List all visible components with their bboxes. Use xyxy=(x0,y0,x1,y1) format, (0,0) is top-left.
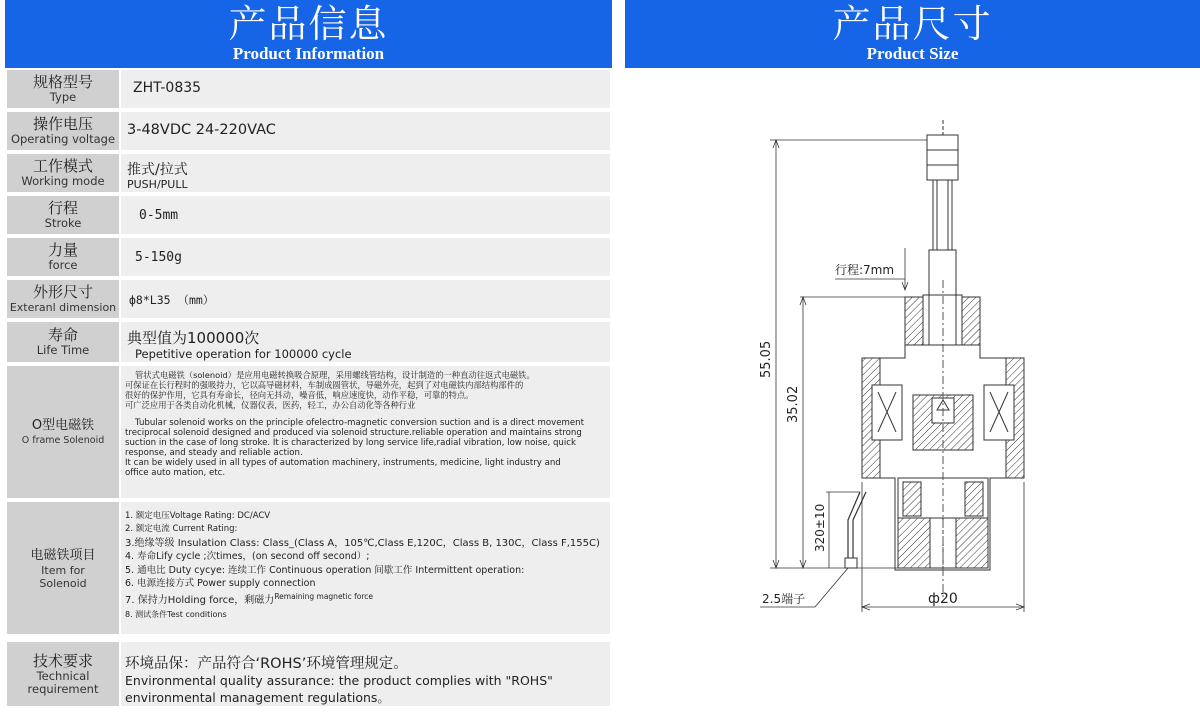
row-voltage-value-cell xyxy=(121,112,610,150)
row-life-time-label-en: Life Time xyxy=(36,343,90,357)
row-life-time xyxy=(5,320,612,364)
row-working-mode-value-cell xyxy=(121,154,610,192)
row-tech-label-zh: 技术要求 xyxy=(32,651,93,670)
product-size-title-en: Product Size xyxy=(866,44,959,63)
row-force xyxy=(5,236,612,278)
row-working-mode xyxy=(5,152,612,194)
top-cap-right xyxy=(962,297,980,345)
o-frame-desc-en-line: suction in the case of long stroke. It is characterized by long service life,radial vibration, low noise, quick xyxy=(125,438,576,448)
row-type-value: ZHT-0835 xyxy=(133,80,202,96)
product-information-title-zh: 产品信息 xyxy=(228,2,389,46)
row-working-mode-label-zh: 工作模式 xyxy=(32,157,93,175)
row-working-mode-value-en: PUSH/PULL xyxy=(127,178,188,191)
solenoid-item: 5. 通电比 Duty cycye: 连续工作 Continuous operation 间歇工作 Intermittent operation: xyxy=(125,564,525,576)
top-cap-left xyxy=(905,297,923,345)
o-frame-desc-zh-line: 可保证在长行程时的强吸持力，它以高导磁材料，车制成圆管状，导磁外壳，起到了对电磁铁内部结构部件的 xyxy=(125,380,524,390)
row-life-time-value-zh: 典型值为100000次 xyxy=(127,329,260,347)
row-voltage-label-en: Operating voltage xyxy=(10,132,116,146)
row-technical-requirement xyxy=(5,640,612,708)
row-o-frame-solenoid xyxy=(5,364,612,500)
product-size-header xyxy=(625,0,1200,68)
solenoid-item: 3.绝缘等级 Insulation Class: Class_(Class A，105℃,Class E,120C，Class B, 130C，Class F,155C) xyxy=(125,537,600,549)
row-life-time-value-en: Pepetitive operation for 100000 cycle xyxy=(135,347,352,361)
row-o-frame-label-zh: O型电磁铁 xyxy=(31,418,95,433)
solenoid-item: 1. 额定电压Voltage Rating: DC/ACV xyxy=(125,511,271,521)
row-type-label-en: Type xyxy=(49,90,77,104)
row-force-value-cell xyxy=(121,238,610,276)
row-type xyxy=(5,68,612,110)
row-dimension-label xyxy=(7,280,119,318)
o-frame-desc-en-line: It can be widely used in all types of automation machinery, instruments, medicine, light industry and xyxy=(125,458,561,468)
product-size-drawing xyxy=(625,68,1200,711)
row-life-time-value-cell xyxy=(121,322,610,362)
row-tech-value-zh: 环境品保：产品符合‘ROHS’环境管理规定。 xyxy=(125,656,408,672)
row-dimension-value-cell xyxy=(121,280,610,318)
dim-body-value: 35.02 xyxy=(786,385,801,423)
solenoid-item: 4. 寿命Lify cycle ;次times，(on second off second）; xyxy=(125,551,370,563)
stroke-label: 行程:7mm xyxy=(835,263,895,277)
dim-total-value: 55.05 xyxy=(759,340,774,378)
row-voltage xyxy=(5,110,612,152)
row-item-label-en1: Item for xyxy=(41,563,85,577)
row-item-list-cell xyxy=(121,502,610,634)
solenoid-item: 2. 额定电流 Current Rating: xyxy=(125,524,238,535)
row-stroke-label-zh: 行程 xyxy=(47,199,78,217)
row-tech-label-en2: requirement xyxy=(27,681,99,696)
o-frame-description xyxy=(125,370,606,478)
row-working-mode-value-zh: 推式/拉式 xyxy=(127,162,188,178)
row-tech-value-cell xyxy=(121,642,610,706)
row-dimension xyxy=(5,278,612,320)
row-tech-value-en2: environmental management regulations。 xyxy=(125,690,390,705)
solenoid-item-list xyxy=(125,510,606,621)
row-tech-label xyxy=(7,642,119,706)
o-frame-desc-en-line: Tubular solenoid works on the principle ofelectro-magnetic conversion suction and is a direct movement xyxy=(135,418,584,428)
row-stroke xyxy=(5,194,612,236)
lead-wire xyxy=(848,492,860,560)
solenoid-item: 6. 电源连接方式 Power supply connection xyxy=(125,578,316,590)
product-information-header xyxy=(5,0,612,68)
dim-diameter-value: ф20 xyxy=(928,591,958,607)
row-working-mode-label-en: Working mode xyxy=(21,174,105,188)
row-life-time-label-zh: 寿命 xyxy=(47,326,78,344)
row-life-time-label xyxy=(7,322,119,362)
plunger-upper-body xyxy=(929,250,956,295)
row-stroke-value-cell xyxy=(121,196,610,234)
row-item-label xyxy=(7,502,119,634)
row-force-label-en: force xyxy=(48,258,78,272)
row-o-frame-label-en: O frame Solenoid xyxy=(21,435,105,446)
row-dimension-value: ф8*L35 （mm） xyxy=(129,293,215,307)
row-force-label-zh: 力量 xyxy=(47,241,78,259)
row-voltage-value: 3-48VDC 24-220VAC xyxy=(127,122,276,138)
row-tech-label-en1: Technical xyxy=(36,668,90,683)
o-frame-desc-zh-line: 很好的保护作用，它具有寿命长，径向无抖动，噪音低，响应速度快，动作平稳，可靠的特点。 xyxy=(125,390,474,400)
terminal-label: 2.5端子 xyxy=(762,592,806,606)
row-tech-value-en1: Environmental quality assurance: the product complies with "ROHS" xyxy=(125,673,553,688)
row-o-frame-label xyxy=(7,366,119,498)
row-force-label xyxy=(7,238,119,276)
o-frame-desc-en-line: treciprocal solenoid designed and produced via solenoid structure.reliable operation and maintains strong xyxy=(125,428,582,438)
o-frame-desc-en-line: office auto mation, etc. xyxy=(125,468,226,478)
product-information-title-en: Product Information xyxy=(232,44,385,63)
row-item-label-en2: Solenoid xyxy=(39,576,87,590)
solenoid-item: 7. 保持力Holding force，剩磁力 xyxy=(125,595,275,607)
row-stroke-value: 0-5mm xyxy=(139,208,179,223)
plunger-head xyxy=(927,135,958,180)
o-frame-desc-en-line: response, and steady and reliable action. xyxy=(125,448,303,458)
row-type-value-cell xyxy=(121,70,610,108)
row-item-label-zh: 电磁铁项目 xyxy=(30,547,96,563)
row-dimension-label-en: Exteranl dimension xyxy=(9,301,117,314)
row-type-label xyxy=(7,70,119,108)
row-voltage-label-zh: 操作电压 xyxy=(32,115,93,133)
row-stroke-label xyxy=(7,196,119,234)
row-type-label-zh: 规格型号 xyxy=(32,73,93,91)
solenoid-item: 8. 测试条件Test conditions xyxy=(125,609,227,619)
o-frame-desc-zh-line: 可广泛应用于各类自动化机械，仪器仪表，医药，轻工，办公自动化等各种行业 xyxy=(125,400,416,410)
solenoid-technical-drawing xyxy=(625,68,1200,711)
row-working-mode-label xyxy=(7,154,119,192)
product-size-title-zh: 产品尺寸 xyxy=(832,2,993,46)
row-o-frame-description-cell xyxy=(121,366,610,498)
row-stroke-label-en: Stroke xyxy=(44,216,82,230)
row-voltage-label xyxy=(7,112,119,150)
plunger-shaft xyxy=(933,180,952,250)
row-dimension-label-zh: 外形尺寸 xyxy=(32,283,93,301)
row-item-for-solenoid xyxy=(5,500,612,636)
o-frame-desc-zh-line: 管状式电磁铁（solenoid）是应用电磁转换吸合原理，采用螺线管结构，设计制造的一种直动往返式电磁铁。 xyxy=(135,370,535,380)
terminal xyxy=(845,558,857,568)
remaining-magnetic-force-note: Remaining magnetic force xyxy=(274,592,373,602)
row-force-value: 5-150g xyxy=(135,250,182,265)
dim-wire-value: 320±10 xyxy=(813,503,827,552)
